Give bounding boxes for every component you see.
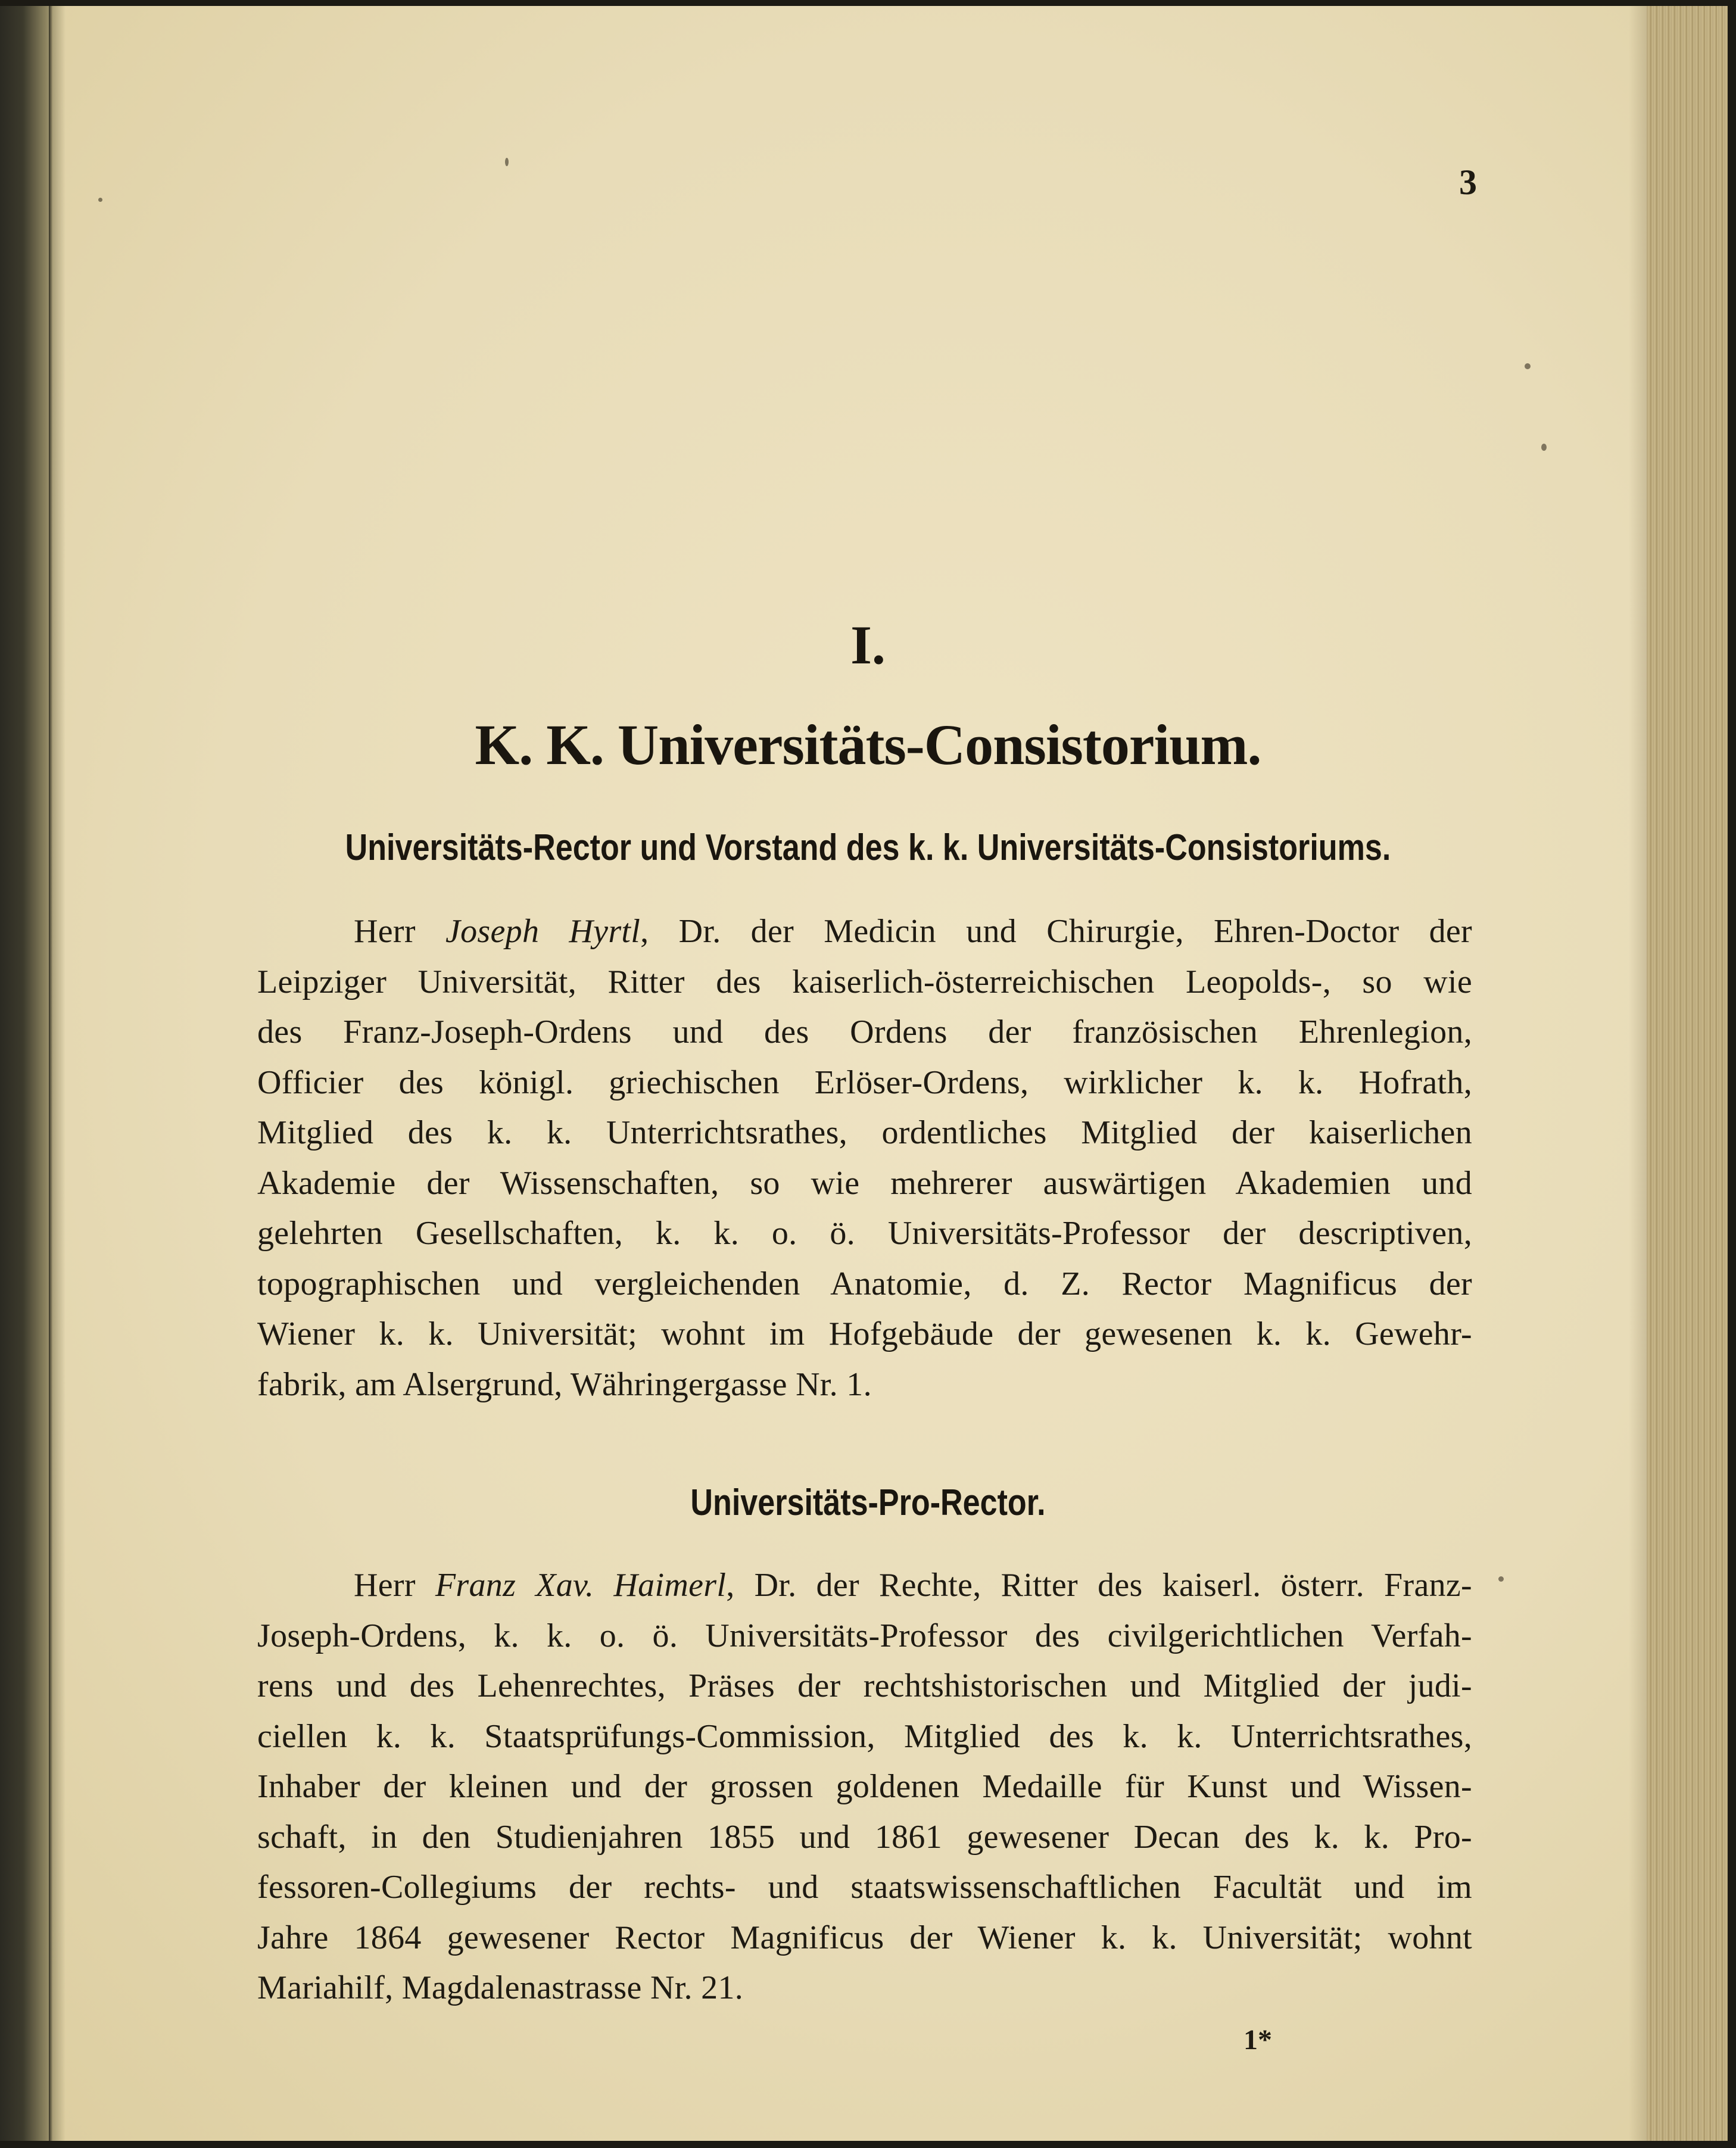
page-fore-edge xyxy=(1647,0,1736,2148)
paragraph-line: ciellen k. k. Staatsprüfungs-Commission, Mitglied des k. k. Unterrichtsrathes, xyxy=(257,1717,1472,1755)
paragraph-line: Jahre 1864 gewesener Rector Magnificus der Wiener k. k. Universität; wohnt xyxy=(257,1919,1472,1956)
section-numeral: I. xyxy=(850,615,886,675)
rector-heading: Universitäts-Rector und Vorstand des k. k. Universitäts-Consistoriums. xyxy=(345,827,1391,868)
paragraph-line: Akademie der Wissenschaften, so wie mehrerer auswärtigen Akademien und xyxy=(257,1164,1472,1202)
paper-speck xyxy=(505,158,509,166)
paragraph-line: Herr Franz Xav. Haimerl, Dr. der Rechte, Ritter des kaiserl. österr. Franz- xyxy=(354,1567,1472,1604)
paragraph-line: Leipziger Universität, Ritter des kaiserlich-österreichischen Leopolds-, so wie xyxy=(257,963,1472,1000)
section-title: K. K. Universitäts-Consistorium. xyxy=(475,713,1261,777)
binding-fold-line xyxy=(49,0,52,2148)
prorector-paragraph xyxy=(257,1560,1472,2013)
prorector-heading: Universitäts-Pro-Rector. xyxy=(690,1482,1046,1523)
page-number: 3 xyxy=(1459,163,1477,202)
paragraph-line: fessoren-Collegiums der rechts- und staatswissenschaftlichen Facultät und im xyxy=(257,1869,1472,1906)
paragraph-line: Inhaber der kleinen und der grossen goldenen Medaille für Kunst und Wissen- xyxy=(257,1768,1472,1805)
scan-border-bottom xyxy=(0,2141,1736,2148)
paragraph-line: topographischen und vergleichenden Anatomie, d. Z. Rector Magnificus der xyxy=(257,1265,1472,1302)
paragraph-line: gelehrten Gesellschaften, k. k. o. ö. Universitäts-Professor der descriptiven, xyxy=(257,1215,1472,1252)
printer-signature-mark: 1* xyxy=(1243,2024,1272,2056)
paragraph-line: Joseph-Ordens, k. k. o. ö. Universitäts-Professor des civilgerichtlichen Verfah- xyxy=(257,1617,1472,1654)
paragraph-line: Mariahilf, Magdalenastrasse Nr. 21. xyxy=(257,1969,744,2006)
person-name: Franz Xav. Haimerl xyxy=(435,1567,727,1604)
paper-speck xyxy=(1498,1576,1504,1582)
person-name: Joseph Hyrtl xyxy=(445,913,641,950)
paragraph-line: Mitglied des k. k. Unterrichtsrathes, ordentliches Mitglied der kaiserlichen xyxy=(257,1114,1472,1151)
paragraph-line: rens und des Lehenrechtes, Präses der rechtshistorischen und Mitglied der judi- xyxy=(257,1667,1472,1704)
paragraph-line: fabrik, am Alsergrund, Währingergasse Nr. 1. xyxy=(257,1366,872,1403)
paragraph-line: schaft, in den Studienjahren 1855 und 1861 gewesener Decan des k. k. Pro- xyxy=(257,1818,1472,1856)
scan-border-top xyxy=(0,0,1736,6)
paragraph-line: des Franz-Joseph-Ordens und des Ordens der französischen Ehrenlegion, xyxy=(257,1014,1472,1050)
paragraph-line: Officier des königl. griechischen Erlöser-Ordens, wirklicher k. k. Hofrath, xyxy=(257,1064,1472,1101)
paper-speck xyxy=(98,198,102,202)
paper-speck xyxy=(1525,363,1531,369)
scan-border-right xyxy=(1728,0,1736,2148)
paragraph-line: Wiener k. k. Universität; wohnt im Hofgebäude der gewesenen k. k. Gewehr- xyxy=(257,1315,1472,1352)
paragraph-line: Herr Joseph Hyrtl, Dr. der Medicin und Chirurgie, Ehren-Doctor der xyxy=(354,913,1473,950)
rector-paragraph xyxy=(257,906,1472,1410)
binding-gutter xyxy=(0,0,66,2148)
paper-speck xyxy=(1541,444,1547,451)
